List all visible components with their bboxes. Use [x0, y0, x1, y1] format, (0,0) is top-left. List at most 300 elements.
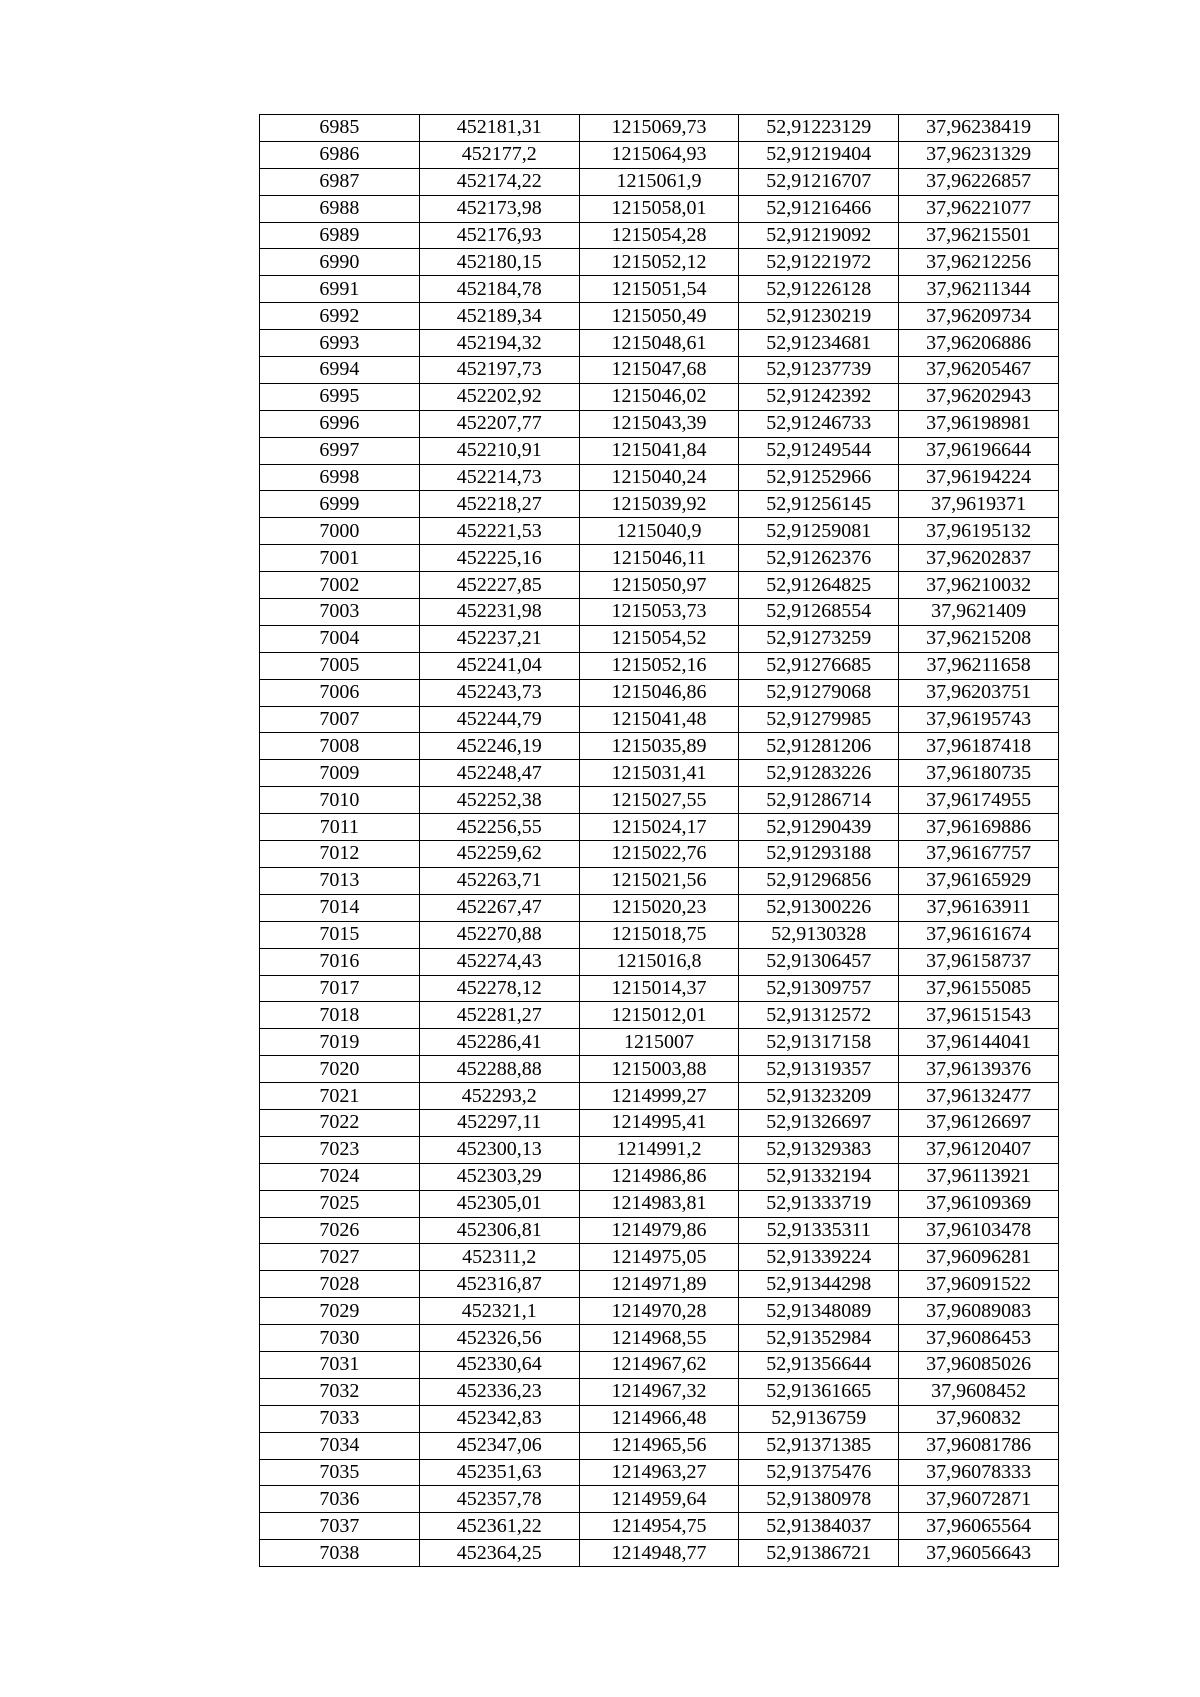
y-coordinate-cell: 1215018,75: [579, 921, 739, 948]
latitude-cell: 52,91380978: [739, 1486, 899, 1513]
y-coordinate-cell: 1215048,61: [579, 330, 739, 357]
point-number-cell: 6999: [260, 491, 420, 518]
point-number-cell: 6985: [260, 115, 420, 142]
table-row: [260, 975, 1059, 1002]
latitude-cell: 52,91344298: [739, 1271, 899, 1298]
x-coordinate-cell: 452321,1: [419, 1298, 579, 1325]
point-number-cell: 7022: [260, 1109, 420, 1136]
latitude-cell: 52,91326697: [739, 1109, 899, 1136]
table-row: [260, 437, 1059, 464]
x-coordinate-cell: 452278,12: [419, 975, 579, 1002]
point-number-cell: 7014: [260, 894, 420, 921]
latitude-cell: 52,9130328: [739, 921, 899, 948]
x-coordinate-cell: 452241,04: [419, 652, 579, 679]
y-coordinate-cell: 1215058,01: [579, 195, 739, 222]
table-row: [260, 195, 1059, 222]
y-coordinate-cell: 1214971,89: [579, 1271, 739, 1298]
longitude-cell: 37,96113921: [899, 1163, 1059, 1190]
table-row: [260, 276, 1059, 303]
point-number-cell: 6987: [260, 168, 420, 195]
latitude-cell: 52,91273259: [739, 625, 899, 652]
y-coordinate-cell: 1215039,92: [579, 491, 739, 518]
longitude-cell: 37,96169886: [899, 814, 1059, 841]
x-coordinate-cell: 452274,43: [419, 948, 579, 975]
x-coordinate-cell: 452231,98: [419, 599, 579, 626]
y-coordinate-cell: 1215069,73: [579, 115, 739, 142]
y-coordinate-cell: 1214999,27: [579, 1083, 739, 1110]
x-coordinate-cell: 452297,11: [419, 1109, 579, 1136]
x-coordinate-cell: 452267,47: [419, 894, 579, 921]
table-row: [260, 1486, 1059, 1513]
longitude-cell: 37,96221077: [899, 195, 1059, 222]
y-coordinate-cell: 1215014,37: [579, 975, 739, 1002]
point-number-cell: 7023: [260, 1136, 420, 1163]
y-coordinate-cell: 1214995,41: [579, 1109, 739, 1136]
y-coordinate-cell: 1214979,86: [579, 1217, 739, 1244]
point-number-cell: 7006: [260, 679, 420, 706]
table-row: [260, 652, 1059, 679]
y-coordinate-cell: 1215061,9: [579, 168, 739, 195]
x-coordinate-cell: 452286,41: [419, 1029, 579, 1056]
x-coordinate-cell: 452173,98: [419, 195, 579, 222]
longitude-cell: 37,96202837: [899, 545, 1059, 572]
point-number-cell: 7031: [260, 1351, 420, 1378]
table-row: [260, 249, 1059, 276]
table-row: [260, 518, 1059, 545]
table-row: [260, 222, 1059, 249]
table-row: [260, 115, 1059, 142]
table-row: [260, 545, 1059, 572]
latitude-cell: 52,91333719: [739, 1190, 899, 1217]
table-row: [260, 1459, 1059, 1486]
point-number-cell: 7034: [260, 1432, 420, 1459]
x-coordinate-cell: 452246,19: [419, 733, 579, 760]
point-number-cell: 6992: [260, 303, 420, 330]
longitude-cell: 37,960832: [899, 1405, 1059, 1432]
longitude-cell: 37,96151543: [899, 1002, 1059, 1029]
point-number-cell: 7020: [260, 1056, 420, 1083]
y-coordinate-cell: 1214948,77: [579, 1540, 739, 1567]
longitude-cell: 37,96144041: [899, 1029, 1059, 1056]
y-coordinate-cell: 1215020,23: [579, 894, 739, 921]
x-coordinate-cell: 452281,27: [419, 1002, 579, 1029]
table-row: [260, 383, 1059, 410]
latitude-cell: 52,91216707: [739, 168, 899, 195]
latitude-cell: 52,91242392: [739, 383, 899, 410]
x-coordinate-cell: 452364,25: [419, 1540, 579, 1567]
point-number-cell: 7003: [260, 599, 420, 626]
x-coordinate-cell: 452336,23: [419, 1378, 579, 1405]
table-row: [260, 1325, 1059, 1352]
latitude-cell: 52,91223129: [739, 115, 899, 142]
table-row: [260, 1190, 1059, 1217]
y-coordinate-cell: 1214983,81: [579, 1190, 739, 1217]
longitude-cell: 37,96174955: [899, 787, 1059, 814]
point-number-cell: 7019: [260, 1029, 420, 1056]
table-row: [260, 491, 1059, 518]
latitude-cell: 52,91332194: [739, 1163, 899, 1190]
y-coordinate-cell: 1215050,49: [579, 303, 739, 330]
y-coordinate-cell: 1215021,56: [579, 867, 739, 894]
latitude-cell: 52,91319357: [739, 1056, 899, 1083]
longitude-cell: 37,96132477: [899, 1083, 1059, 1110]
latitude-cell: 52,91348089: [739, 1298, 899, 1325]
longitude-cell: 37,96215208: [899, 625, 1059, 652]
x-coordinate-cell: 452227,85: [419, 572, 579, 599]
y-coordinate-cell: 1215043,39: [579, 410, 739, 437]
x-coordinate-cell: 452221,53: [419, 518, 579, 545]
longitude-cell: 37,96081786: [899, 1432, 1059, 1459]
y-coordinate-cell: 1215024,17: [579, 814, 739, 841]
longitude-cell: 37,96167757: [899, 841, 1059, 868]
longitude-cell: 37,96165929: [899, 867, 1059, 894]
point-number-cell: 6993: [260, 330, 420, 357]
table-row: [260, 168, 1059, 195]
y-coordinate-cell: 1214967,32: [579, 1378, 739, 1405]
latitude-cell: 52,91259081: [739, 518, 899, 545]
point-number-cell: 6998: [260, 464, 420, 491]
longitude-cell: 37,96210032: [899, 572, 1059, 599]
longitude-cell: 37,96205467: [899, 357, 1059, 384]
table-row: [260, 1002, 1059, 1029]
latitude-cell: 52,91256145: [739, 491, 899, 518]
latitude-cell: 52,91386721: [739, 1540, 899, 1567]
y-coordinate-cell: 1215031,41: [579, 760, 739, 787]
x-coordinate-cell: 452311,2: [419, 1244, 579, 1271]
table-row: [260, 787, 1059, 814]
x-coordinate-cell: 452225,16: [419, 545, 579, 572]
latitude-cell: 52,91216466: [739, 195, 899, 222]
point-number-cell: 7038: [260, 1540, 420, 1567]
longitude-cell: 37,96158737: [899, 948, 1059, 975]
x-coordinate-cell: 452263,71: [419, 867, 579, 894]
latitude-cell: 52,91226128: [739, 276, 899, 303]
table-row: [260, 303, 1059, 330]
point-number-cell: 7035: [260, 1459, 420, 1486]
latitude-cell: 52,91219404: [739, 141, 899, 168]
longitude-cell: 37,96065564: [899, 1513, 1059, 1540]
point-number-cell: 6988: [260, 195, 420, 222]
table-row: [260, 141, 1059, 168]
longitude-cell: 37,96198981: [899, 410, 1059, 437]
table-row: [260, 1056, 1059, 1083]
longitude-cell: 37,96126697: [899, 1109, 1059, 1136]
point-number-cell: 7028: [260, 1271, 420, 1298]
point-number-cell: 7017: [260, 975, 420, 1002]
point-number-cell: 7012: [260, 841, 420, 868]
table-row: [260, 1432, 1059, 1459]
table-row: [260, 1136, 1059, 1163]
latitude-cell: 52,91249544: [739, 437, 899, 464]
longitude-cell: 37,96187418: [899, 733, 1059, 760]
x-coordinate-cell: 452252,38: [419, 787, 579, 814]
longitude-cell: 37,96155085: [899, 975, 1059, 1002]
x-coordinate-cell: 452194,32: [419, 330, 579, 357]
y-coordinate-cell: 1214968,55: [579, 1325, 739, 1352]
latitude-cell: 52,91262376: [739, 545, 899, 572]
table-row: [260, 599, 1059, 626]
x-coordinate-cell: 452177,2: [419, 141, 579, 168]
latitude-cell: 52,91371385: [739, 1432, 899, 1459]
point-number-cell: 7013: [260, 867, 420, 894]
y-coordinate-cell: 1215052,12: [579, 249, 739, 276]
point-number-cell: 7037: [260, 1513, 420, 1540]
coordinates-table: [259, 114, 1059, 1567]
x-coordinate-cell: 452174,22: [419, 168, 579, 195]
y-coordinate-cell: 1215041,48: [579, 706, 739, 733]
x-coordinate-cell: 452361,22: [419, 1513, 579, 1540]
latitude-cell: 52,91279985: [739, 706, 899, 733]
x-coordinate-cell: 452197,73: [419, 357, 579, 384]
point-number-cell: 7026: [260, 1217, 420, 1244]
latitude-cell: 52,91352984: [739, 1325, 899, 1352]
x-coordinate-cell: 452342,83: [419, 1405, 579, 1432]
longitude-cell: 37,96194224: [899, 464, 1059, 491]
longitude-cell: 37,96085026: [899, 1351, 1059, 1378]
latitude-cell: 52,91323209: [739, 1083, 899, 1110]
latitude-cell: 52,91286714: [739, 787, 899, 814]
longitude-cell: 37,96086453: [899, 1325, 1059, 1352]
x-coordinate-cell: 452202,92: [419, 383, 579, 410]
point-number-cell: 6990: [260, 249, 420, 276]
latitude-cell: 52,91293188: [739, 841, 899, 868]
x-coordinate-cell: 452300,13: [419, 1136, 579, 1163]
point-number-cell: 7010: [260, 787, 420, 814]
latitude-cell: 52,91361665: [739, 1378, 899, 1405]
point-number-cell: 7011: [260, 814, 420, 841]
longitude-cell: 37,96089083: [899, 1298, 1059, 1325]
latitude-cell: 52,91252966: [739, 464, 899, 491]
point-number-cell: 7009: [260, 760, 420, 787]
table-row: [260, 1351, 1059, 1378]
y-coordinate-cell: 1214986,86: [579, 1163, 739, 1190]
x-coordinate-cell: 452330,64: [419, 1351, 579, 1378]
longitude-cell: 37,9608452: [899, 1378, 1059, 1405]
y-coordinate-cell: 1215040,9: [579, 518, 739, 545]
point-number-cell: 7024: [260, 1163, 420, 1190]
latitude-cell: 52,91246733: [739, 410, 899, 437]
longitude-cell: 37,96161674: [899, 921, 1059, 948]
point-number-cell: 7016: [260, 948, 420, 975]
x-coordinate-cell: 452351,63: [419, 1459, 579, 1486]
table-row: [260, 841, 1059, 868]
y-coordinate-cell: 1215003,88: [579, 1056, 739, 1083]
point-number-cell: 7007: [260, 706, 420, 733]
longitude-cell: 37,96072871: [899, 1486, 1059, 1513]
point-number-cell: 7005: [260, 652, 420, 679]
longitude-cell: 37,96103478: [899, 1217, 1059, 1244]
table-row: [260, 706, 1059, 733]
x-coordinate-cell: 452189,34: [419, 303, 579, 330]
x-coordinate-cell: 452218,27: [419, 491, 579, 518]
latitude-cell: 52,91264825: [739, 572, 899, 599]
table-row: [260, 1244, 1059, 1271]
x-coordinate-cell: 452305,01: [419, 1190, 579, 1217]
point-number-cell: 7021: [260, 1083, 420, 1110]
y-coordinate-cell: 1215053,73: [579, 599, 739, 626]
latitude-cell: 52,91300226: [739, 894, 899, 921]
x-coordinate-cell: 452306,81: [419, 1217, 579, 1244]
y-coordinate-cell: 1214975,05: [579, 1244, 739, 1271]
coordinates-table-body: [260, 115, 1059, 1567]
table-row: [260, 625, 1059, 652]
x-coordinate-cell: 452181,31: [419, 115, 579, 142]
point-number-cell: 7030: [260, 1325, 420, 1352]
point-number-cell: 7002: [260, 572, 420, 599]
y-coordinate-cell: 1214966,48: [579, 1405, 739, 1432]
longitude-cell: 37,96056643: [899, 1540, 1059, 1567]
latitude-cell: 52,91335311: [739, 1217, 899, 1244]
point-number-cell: 7032: [260, 1378, 420, 1405]
y-coordinate-cell: 1214963,27: [579, 1459, 739, 1486]
longitude-cell: 37,96206886: [899, 330, 1059, 357]
y-coordinate-cell: 1215012,01: [579, 1002, 739, 1029]
longitude-cell: 37,96078333: [899, 1459, 1059, 1486]
table-row: [260, 867, 1059, 894]
x-coordinate-cell: 452288,88: [419, 1056, 579, 1083]
table-row: [260, 1217, 1059, 1244]
x-coordinate-cell: 452293,2: [419, 1083, 579, 1110]
x-coordinate-cell: 452207,77: [419, 410, 579, 437]
longitude-cell: 37,96195743: [899, 706, 1059, 733]
longitude-cell: 37,96139376: [899, 1056, 1059, 1083]
table-row: [260, 1163, 1059, 1190]
longitude-cell: 37,96120407: [899, 1136, 1059, 1163]
latitude-cell: 52,91296856: [739, 867, 899, 894]
table-row: [260, 1378, 1059, 1405]
longitude-cell: 37,96212256: [899, 249, 1059, 276]
table-row: [260, 1298, 1059, 1325]
x-coordinate-cell: 452214,73: [419, 464, 579, 491]
x-coordinate-cell: 452270,88: [419, 921, 579, 948]
longitude-cell: 37,96163911: [899, 894, 1059, 921]
latitude-cell: 52,91221972: [739, 249, 899, 276]
y-coordinate-cell: 1215064,93: [579, 141, 739, 168]
latitude-cell: 52,91268554: [739, 599, 899, 626]
table-row: [260, 1083, 1059, 1110]
longitude-cell: 37,96231329: [899, 141, 1059, 168]
y-coordinate-cell: 1215046,02: [579, 383, 739, 410]
y-coordinate-cell: 1215016,8: [579, 948, 739, 975]
latitude-cell: 52,91237739: [739, 357, 899, 384]
table-row: [260, 1405, 1059, 1432]
latitude-cell: 52,91312572: [739, 1002, 899, 1029]
y-coordinate-cell: 1214970,28: [579, 1298, 739, 1325]
x-coordinate-cell: 452243,73: [419, 679, 579, 706]
latitude-cell: 52,91234681: [739, 330, 899, 357]
y-coordinate-cell: 1215052,16: [579, 652, 739, 679]
table-row: [260, 894, 1059, 921]
y-coordinate-cell: 1215054,28: [579, 222, 739, 249]
table-row: [260, 410, 1059, 437]
point-number-cell: 7004: [260, 625, 420, 652]
point-number-cell: 6995: [260, 383, 420, 410]
longitude-cell: 37,96215501: [899, 222, 1059, 249]
table-row: [260, 1109, 1059, 1136]
longitude-cell: 37,96109369: [899, 1190, 1059, 1217]
latitude-cell: 52,91276685: [739, 652, 899, 679]
x-coordinate-cell: 452357,78: [419, 1486, 579, 1513]
table-row: [260, 921, 1059, 948]
table-row: [260, 1540, 1059, 1567]
y-coordinate-cell: 1215041,84: [579, 437, 739, 464]
point-number-cell: 7018: [260, 1002, 420, 1029]
point-number-cell: 6996: [260, 410, 420, 437]
longitude-cell: 37,96196644: [899, 437, 1059, 464]
x-coordinate-cell: 452259,62: [419, 841, 579, 868]
longitude-cell: 37,96238419: [899, 115, 1059, 142]
latitude-cell: 52,91375476: [739, 1459, 899, 1486]
y-coordinate-cell: 1214991,2: [579, 1136, 739, 1163]
latitude-cell: 52,91306457: [739, 948, 899, 975]
y-coordinate-cell: 1215022,76: [579, 841, 739, 868]
latitude-cell: 52,9136759: [739, 1405, 899, 1432]
point-number-cell: 7036: [260, 1486, 420, 1513]
longitude-cell: 37,96211344: [899, 276, 1059, 303]
longitude-cell: 37,96202943: [899, 383, 1059, 410]
point-number-cell: 7001: [260, 545, 420, 572]
x-coordinate-cell: 452176,93: [419, 222, 579, 249]
y-coordinate-cell: 1215050,97: [579, 572, 739, 599]
x-coordinate-cell: 452326,56: [419, 1325, 579, 1352]
x-coordinate-cell: 452244,79: [419, 706, 579, 733]
longitude-cell: 37,96091522: [899, 1271, 1059, 1298]
point-number-cell: 7033: [260, 1405, 420, 1432]
table-row: [260, 1271, 1059, 1298]
x-coordinate-cell: 452303,29: [419, 1163, 579, 1190]
point-number-cell: 7025: [260, 1190, 420, 1217]
point-number-cell: 7029: [260, 1298, 420, 1325]
latitude-cell: 52,91230219: [739, 303, 899, 330]
point-number-cell: 6986: [260, 141, 420, 168]
latitude-cell: 52,91219092: [739, 222, 899, 249]
latitude-cell: 52,91329383: [739, 1136, 899, 1163]
point-number-cell: 6994: [260, 357, 420, 384]
point-number-cell: 6997: [260, 437, 420, 464]
x-coordinate-cell: 452316,87: [419, 1271, 579, 1298]
x-coordinate-cell: 452347,06: [419, 1432, 579, 1459]
latitude-cell: 52,91283226: [739, 760, 899, 787]
latitude-cell: 52,91290439: [739, 814, 899, 841]
table-row: [260, 760, 1059, 787]
longitude-cell: 37,96209734: [899, 303, 1059, 330]
table-row: [260, 572, 1059, 599]
y-coordinate-cell: 1215054,52: [579, 625, 739, 652]
point-number-cell: 7008: [260, 733, 420, 760]
y-coordinate-cell: 1215051,54: [579, 276, 739, 303]
latitude-cell: 52,91309757: [739, 975, 899, 1002]
point-number-cell: 7015: [260, 921, 420, 948]
latitude-cell: 52,91384037: [739, 1513, 899, 1540]
longitude-cell: 37,9621409: [899, 599, 1059, 626]
x-coordinate-cell: 452248,47: [419, 760, 579, 787]
y-coordinate-cell: 1215046,86: [579, 679, 739, 706]
latitude-cell: 52,91339224: [739, 1244, 899, 1271]
y-coordinate-cell: 1215047,68: [579, 357, 739, 384]
y-coordinate-cell: 1214954,75: [579, 1513, 739, 1540]
y-coordinate-cell: 1214967,62: [579, 1351, 739, 1378]
table-row: [260, 679, 1059, 706]
longitude-cell: 37,9619371: [899, 491, 1059, 518]
longitude-cell: 37,96211658: [899, 652, 1059, 679]
latitude-cell: 52,91279068: [739, 679, 899, 706]
longitude-cell: 37,96226857: [899, 168, 1059, 195]
latitude-cell: 52,91317158: [739, 1029, 899, 1056]
point-number-cell: 6989: [260, 222, 420, 249]
y-coordinate-cell: 1215040,24: [579, 464, 739, 491]
x-coordinate-cell: 452180,15: [419, 249, 579, 276]
table-row: [260, 330, 1059, 357]
